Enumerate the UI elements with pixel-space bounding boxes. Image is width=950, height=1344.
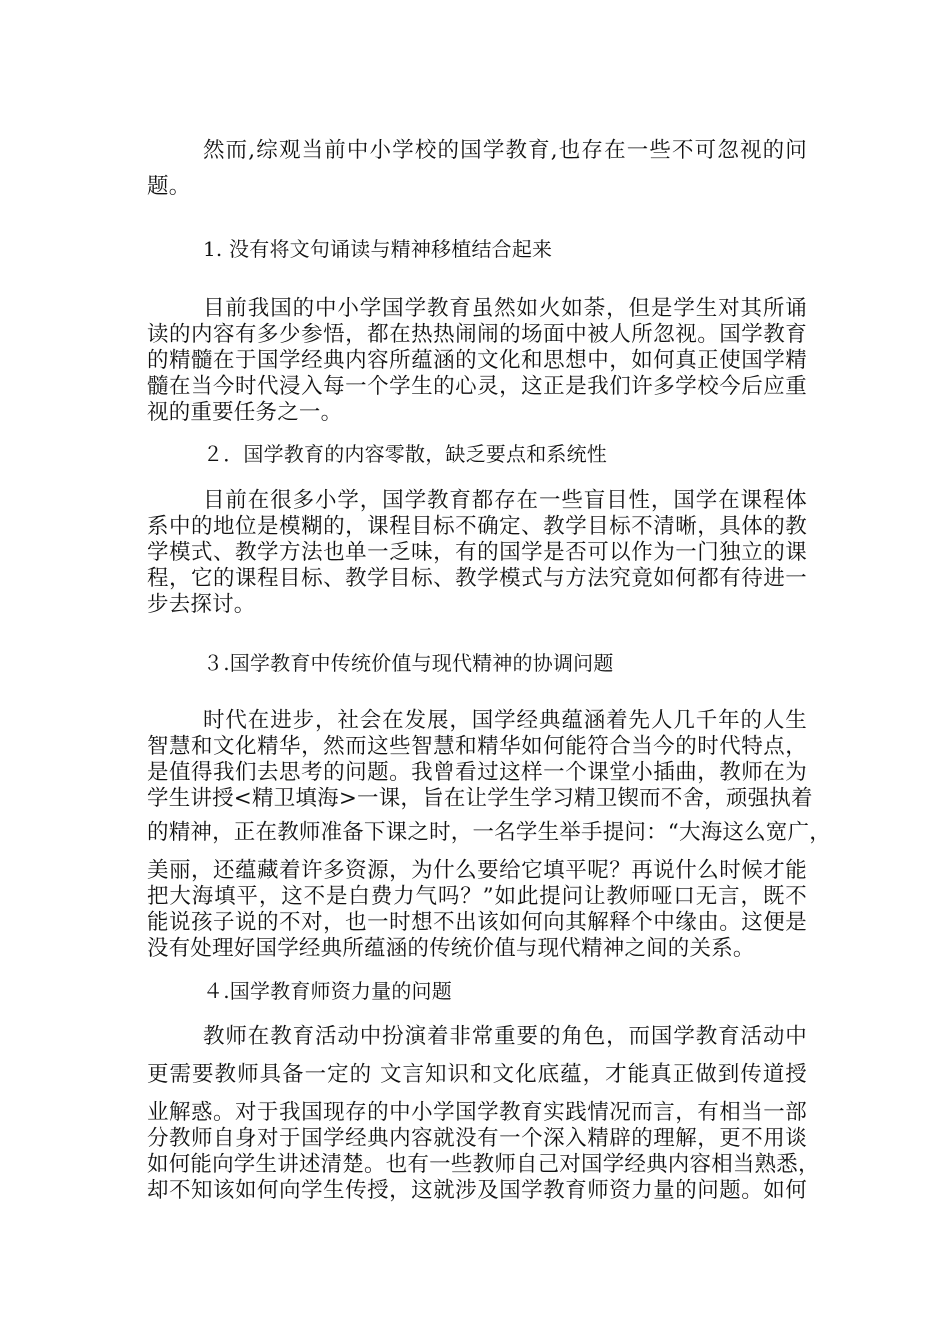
section-4-line-1: 教师在教育活动中扮演着非常重要的角色，而国学教育活动中 [203,1024,807,1049]
section-4-line-5: 如何能向学生讲述清楚。也有一些教师自己对国学经典内容相当熟悉， [147,1152,820,1177]
section-3-line-4: 学生讲授<精卫填海>一课，旨在让学生学习精卫锲而不舍，顽强执着 [147,786,813,811]
section-4-line-2: 更需要教师具备一定的 文言知识和文化底蕴，才能真正做到传道授 [147,1062,807,1087]
section-3-line-8: 能说孩子说的不对，也一时想不出该如何向其解释个中缘由。这便是 [147,910,807,935]
section-4-line-3: 业解惑。对于我国现存的中小学国学教育实践情况而言，有相当一部 [147,1100,807,1125]
intro-line-1: 然而,综观当前中小学校的国学教育,也存在一些不可忽视的问 [203,138,807,163]
section-1-line-2: 读的内容有多少参悟，都在热热闹闹的场面中被人所忽视。国学教育 [147,322,807,347]
section-4-line-4: 分教师自身对于国学经典内容就没有一个深入精辟的理解，更不用谈 [147,1126,807,1151]
section-2-line-1: 目前在很多小学，国学教育都存在一些盲目性，国学在课程体 [203,488,807,513]
section-3-line-7: 把大海填平，这不是白费力气吗？”如此提问让教师哑口无言，既不 [147,884,807,909]
section-2-line-4: 程，它的课程目标、教学目标、教学模式与方法究竟如何都有待进一 [147,566,807,591]
section-3-line-9: 没有处理好国学经典所蕴涵的传统价值与现代精神之间的关系。 [147,936,755,961]
section-3-line-2: 智慧和文化精华，然而这些智慧和精华如何能符合当今的时代特点， [147,734,807,759]
section-1-line-5: 视的重要任务之一。 [147,400,343,425]
section-1-line-3: 的精髓在于国学经典内容所蕴涵的文化和思想中，如何真正使国学精 [147,348,807,373]
section-4-line-6: 却不知该如何向学生传授，这就涉及国学教育师资力量的问题。如何 [147,1178,807,1203]
section-2-line-3: 学模式、教学方法也单一乏味，有的国学是否可以作为一门独立的课 [147,540,807,565]
section-2-line-2: 系中的地位是模糊的，课程目标不确定、教学目标不清晰，具体的教 [147,514,807,539]
section-3-heading: ３.国学教育中传统价值与现代精神的协调问题 [203,651,614,675]
section-3-line-3: 是值得我们去思考的问题。我曾看过这样一个课堂小插曲，教师在为 [147,760,807,785]
section-1-heading: 1. 没有将文句诵读与精神移植结合起来 [203,237,553,261]
section-2-heading: ２．国学教育的内容零散，缺乏要点和系统性 [203,442,607,466]
intro-line-2: 题。 [147,174,191,199]
section-1-line-1: 目前我国的中小学国学教育虽然如火如荼，但是学生对其所诵 [203,296,807,321]
section-3-line-6: 美丽，还蕴藏着许多资源，为什么要给它填平呢？再说什么时候才能 [147,858,807,883]
section-3-line-1: 时代在进步，社会在发展，国学经典蕴涵着先人几千年的人生 [203,708,807,733]
section-4-heading: ４.国学教育师资力量的问题 [203,979,452,1003]
section-2-line-5: 步去探讨。 [147,592,256,617]
section-1-line-4: 髓在当今时代浸入每一个学生的心灵，这正是我们许多学校今后应重 [147,374,807,399]
section-3-line-5: 的精神，正在教师准备下课之时，一名学生举手提问：“大海这么宽广， [147,820,831,845]
